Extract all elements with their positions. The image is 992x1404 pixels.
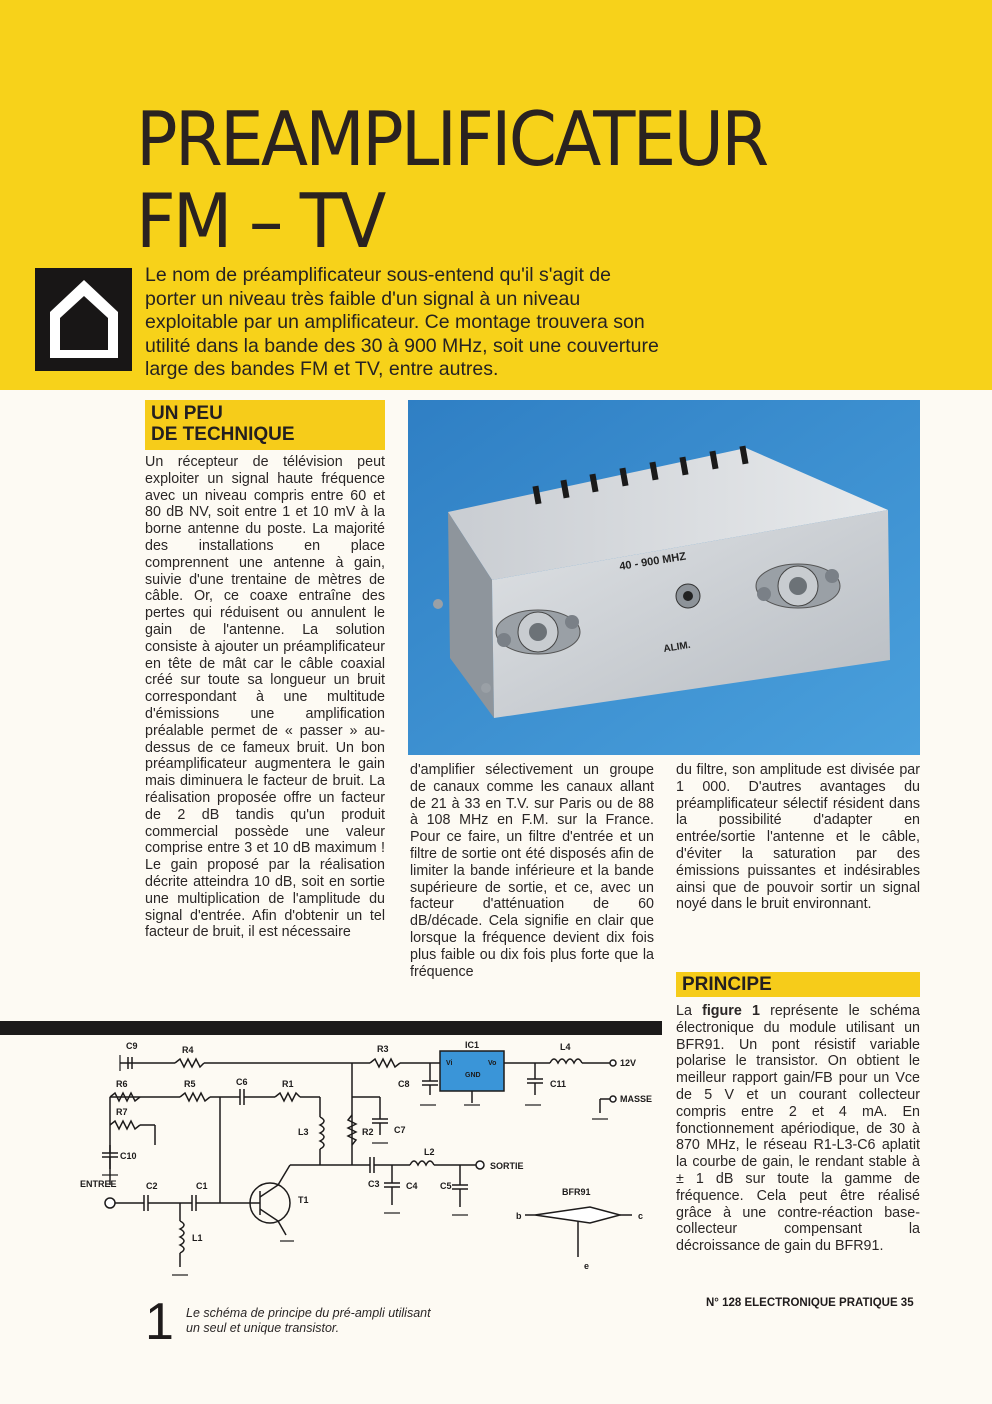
figure-reference: figure 1 — [702, 1003, 760, 1019]
output-connector-icon — [756, 564, 840, 608]
label-r4: R4 — [182, 1045, 194, 1055]
label-r3: R3 — [377, 1044, 389, 1054]
label-r6: R6 — [116, 1079, 128, 1089]
label-c10: C10 — [120, 1151, 137, 1161]
label-reg-gnd: GND — [465, 1072, 481, 1079]
photo-label-alim: ALIM. — [662, 639, 692, 655]
label-l1: L1 — [192, 1233, 203, 1243]
body-column-4 — [676, 1003, 920, 1255]
figure-rule — [0, 1021, 662, 1035]
label-c7: C7 — [394, 1125, 406, 1135]
input-connector-icon — [496, 610, 580, 654]
principe-text-rest: représente le schéma électronique du module utilisant un BFR91. Un pont résistif variable polarise le transistor. On obtient le meilleur rapport gain/FB pour un Vce de 5 V et un courant collecteur compris entre 2 et 4 mA. En fonctionnement apériodique, de 30 à 870 MHz, le réseau R1-L3-C6 aplatit la courbe de gain, le rendant stable à ± 1 dB sur toute la gamme de fréquence. Cela peut être réalisé grâce à une contre-réaction base-collecteur compensant la décroissance de gain du BFR91. — [676, 1003, 920, 1255]
label-bfr91: BFR91 — [562, 1187, 591, 1197]
label-pin-c: c — [638, 1211, 644, 1221]
circuit-schematic — [80, 1035, 660, 1285]
section-heading-principe: PRINCIPE — [676, 972, 920, 997]
label-c3: C3 — [368, 1179, 380, 1189]
page-folio: N° 128 ELECTRONIQUE PRATIQUE 35 — [706, 1297, 914, 1309]
label-l2: L2 — [424, 1147, 435, 1157]
figure-number: 1 — [145, 1293, 174, 1351]
label-pin-e: e — [584, 1261, 590, 1271]
power-jack-icon — [676, 584, 700, 608]
body-column-2: d'amplifier sélectivement un groupe de canaux comme les canaux allant de 21 à 33 en T.V. sur Paris ou de 88 à 108 MHz en F.M. sur la France. Pour ce faire, un filtre d'entrée et un filtre de sortie ont été disposés afin de limiter la bande inférieure et la bande supérieure de sortie, et ce, avec un facteur d'atténuation de 60 dB/décade. Cela signifie en clair que lorsque la fréquence devient dix fois plus faible ou dix fois plus forte que la fréquence — [410, 762, 654, 980]
label-c5: C5 — [440, 1181, 452, 1191]
label-l4: L4 — [560, 1042, 571, 1052]
label-reg-vo: Vo — [488, 1060, 497, 1067]
label-pin-b: b — [516, 1211, 522, 1221]
label-entree: ENTREE — [80, 1179, 117, 1189]
heading-line-1: UN PEU — [151, 403, 223, 424]
label-t1: T1 — [298, 1195, 309, 1205]
photo-label-freq: 40 - 900 MHZ — [618, 550, 687, 573]
label-masse: MASSE — [620, 1094, 653, 1104]
label-c6: C6 — [236, 1077, 248, 1087]
title-line-2: FM – TV — [136, 177, 384, 265]
principe-text-start: La — [676, 1003, 703, 1019]
label-r1: R1 — [282, 1079, 294, 1089]
label-r5: R5 — [184, 1079, 196, 1089]
label-c8: C8 — [398, 1079, 410, 1089]
section-heading-technique — [145, 400, 385, 450]
label-reg-vi: Vi — [446, 1060, 453, 1067]
body-column-1: Un récepteur de télévision peut exploiter un signal haute fréquence avec un niveau compris entre 60 et 80 dB NV, soit entre 1 et 10 mV à la borne antenne du poste. La majorité des installations en place comprennent une antenne à gain, suivie d'une trentaine de mètres de câble. Or, ce coaxe entraîne des pertes qui réduisent ou annulent le gain de l'antenne. La solution consiste à ajouter un préamplificateur en tête de mât car le câble coaxial créé sur toute sa longueur un bruit correspondant à une multitude d'émissions une amplification préalable permet de « passer » au-dessus de ce fameux bruit. Un bon préamplificateur augmentera le gain mais diminuera le facteur de bruit. La réalisation proposée offre un facteur de 2 dB tandis qu'un produit commercial possède une valeur comprise entre 3 et 10 dB maximum ! Le gain proposé par la réalisation décrite atteindra 10 dB, soit en sortie une multiplication de l'amplitude du signal d'entrée. Afin d'obtenir un tel facteur de bruit, il est nécessaire — [145, 454, 385, 941]
body-column-3: du filtre, son amplitude est divisée par 1 000. D'autres avantages du préamplificateur sélectif résident dans la possibilité d'adapter en entrée/sortie l'antenne et le câble, d'éviter la saturation par des émissions puissantes et indésirables ainsi que de pouvoir sortir un signal noyé dans le bruit environnant. — [676, 762, 920, 913]
label-l3: L3 — [298, 1127, 309, 1137]
article-title — [136, 95, 767, 265]
heading-line-2: DE TECHNIQUE — [151, 424, 295, 445]
title-line-1: PREAMPLIFICATEUR — [136, 95, 767, 183]
house-logo-icon — [35, 268, 132, 371]
label-r2: R2 — [362, 1127, 374, 1137]
label-c11: C11 — [550, 1079, 567, 1089]
figure-caption: Le schéma de principe du pré-ampli utilisant un seul et unique transistor. — [186, 1306, 431, 1335]
label-sortie: SORTIE — [490, 1161, 524, 1171]
label-r7: R7 — [116, 1107, 128, 1117]
intro-paragraph: Le nom de préamplificateur sous-entend qu'il s'agit de porter un niveau très faible d'un signal à un niveau exploitable par un amplificateur. Ce montage trouvera son utilité dans la bande des 30 à 900 MHz, soit une couverture large des bandes FM et TV, entre autres. — [145, 264, 659, 380]
label-ic1: IC1 — [465, 1040, 480, 1050]
device-photo — [408, 400, 920, 755]
label-c1: C1 — [196, 1181, 208, 1191]
label-c9: C9 — [126, 1041, 138, 1051]
label-c2: C2 — [146, 1181, 158, 1191]
label-c4: C4 — [406, 1181, 418, 1191]
label-12v: 12V — [620, 1058, 637, 1068]
